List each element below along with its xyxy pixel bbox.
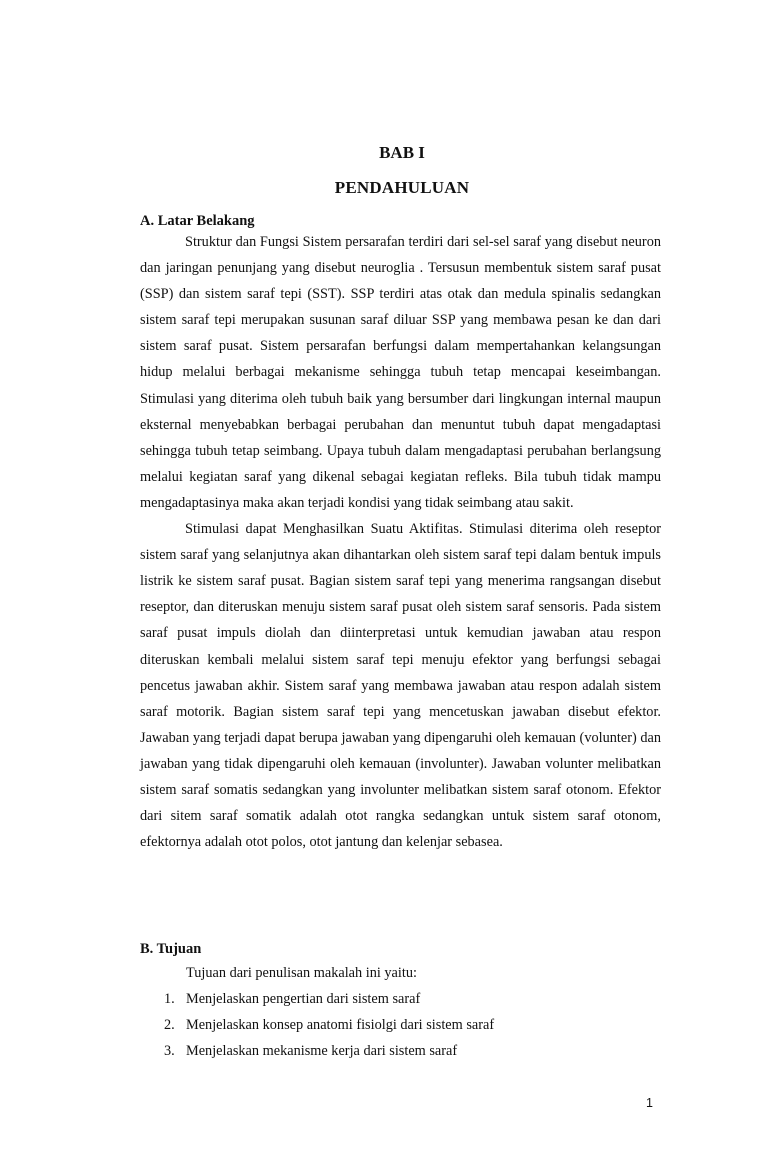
section-heading-tujuan: B. Tujuan [140, 941, 202, 957]
list-item [140, 1012, 494, 1038]
chapter-title: PENDAHULUAN [334, 178, 470, 197]
list-item-number: 1. [164, 991, 175, 1007]
list-item [140, 986, 494, 1012]
list-item-text: Menjelaskan pengertian dari sistem saraf [186, 991, 421, 1007]
list-item-number: 3. [164, 1043, 175, 1059]
paragraph-1: Struktur dan Fungsi Sistem persarafan terdiri dari sel-sel saraf yang disebut neuron dan jaringan penunjang yang disebut neuroglia . Tersusun membentuk sistem saraf pusat (SSP) dan sistem saraf tepi (SST). SSP terdiri atas otak dan medula spinalis sedangkan sistem saraf tepi merupakan susunan saraf diluar SSP yang membawa pesan ke dan dari sistem saraf pusat. Sistem persarafan berfungsi dalam mempertahankan kelangsungan hidup melalui berbagai mekanisme sehingga tubuh tetap mencapai keseimbangan. Stimulasi yang diterima oleh tubuh baik yang bersumber dari lingkungan internal maupun eksternal menyebabkan berbagai perubahan dan menuntut tubuh dapat mengadaptasi sehingga tubuh tetap seimbang. Upaya tubuh dalam mengadaptasi perubahan berlangsung melalui kegiatan saraf yang dikenal sebagai kegiatan refleks. Bila tubuh tidak mampu mengadaptasinya maka akan terjadi kondisi yang tidak seimbang atau sakit. [140, 234, 661, 511]
list-item [140, 1038, 494, 1064]
section-a-body [140, 229, 661, 855]
list-item-text: Menjelaskan mekanisme kerja dari sistem saraf [186, 1043, 458, 1059]
list-item-text: Menjelaskan konsep anatomi fisiolgi dari sistem saraf [186, 1017, 495, 1033]
paragraph-2: Stimulasi dapat Menghasilkan Suatu Aktifitas. Stimulasi diterima oleh reseptor sistem saraf yang selanjutnya akan dihantarkan oleh sistem saraf tepi dalam bentuk impuls listrik ke sistem saraf pusat. Bagian sistem saraf tepi yang menerima rangsangan disebut reseptor, dan diteruskan menuju sistem saraf pusat oleh sistem saraf sensoris. Pada sistem saraf pusat impuls diolah dan diinterpretasi untuk kemudian jawaban atau respon diteruskan kembali melalui sistem saraf tepi menuju efektor yang berfungsi sebagai pencetus jawaban akhir. Sistem saraf yang membawa jawaban atau respon adalah sistem saraf motorik. Bagian sistem saraf tepi yang mencetuskan jawaban disebut efektor. Jawaban yang terjadi dapat berupa jawaban yang dipengaruhi oleh kemauan (volunter) dan jawaban yang tidak dipengaruhi oleh kemauan (involunter). Jawaban volunter melibatkan sistem saraf somatis sedangkan yang involunter melibatkan sistem saraf otonom. Efektor dari sitem saraf somatik adalah otot rangka sedangkan untuk sistem saraf otonom, efektornya adalah otot polos, otot jantung dan kelenjar sebasea. [140, 521, 661, 851]
chapter-number: BAB I [379, 143, 425, 162]
tujuan-intro: Tujuan dari penulisan makalah ini yaitu: [186, 965, 417, 981]
section-heading-latar-belakang: A. Latar Belakang [140, 213, 255, 229]
goal-list [140, 986, 494, 1064]
page-number: 1 [646, 1096, 653, 1110]
list-item-number: 2. [164, 1017, 175, 1033]
